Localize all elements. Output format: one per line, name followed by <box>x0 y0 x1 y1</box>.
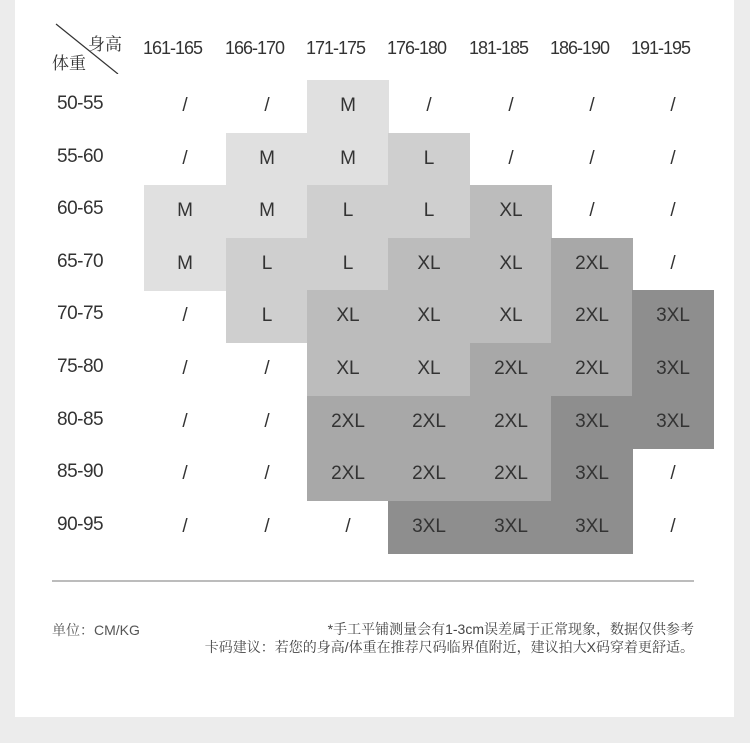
size-cell: 3XL <box>551 448 633 501</box>
size-cell: XL <box>470 290 552 343</box>
height-header-4: 181-185 <box>468 38 529 58</box>
size-cell: / <box>508 95 514 116</box>
size-cell: / <box>670 516 676 537</box>
size-cell: XL <box>388 290 470 343</box>
size-cell: / <box>182 148 188 169</box>
size-cell: L <box>307 185 389 238</box>
size-cell: M <box>226 133 308 186</box>
weight-row-label: 80-85 <box>57 409 104 430</box>
size-cell: L <box>226 290 308 343</box>
size-cell: 3XL <box>632 343 714 396</box>
size-cell: / <box>589 148 595 169</box>
size-cell: 2XL <box>307 448 389 501</box>
height-header-1: 166-170 <box>224 38 285 58</box>
height-axis-label: 身高 <box>88 35 122 54</box>
size-cell: XL <box>388 343 470 396</box>
size-cell: M <box>307 80 389 133</box>
size-cell: / <box>182 358 188 379</box>
size-cell: / <box>182 95 188 116</box>
size-cell: / <box>264 516 270 537</box>
size-cell: 2XL <box>551 343 633 396</box>
size-cell: XL <box>470 185 552 238</box>
weight-row-label: 65-70 <box>57 251 104 272</box>
size-cell: / <box>264 411 270 432</box>
height-header-3: 176-180 <box>386 38 447 58</box>
size-cell: L <box>388 133 470 186</box>
size-cell: 3XL <box>470 501 552 554</box>
size-cell: 3XL <box>551 501 633 554</box>
unit-label: 单位：CM/KG <box>52 622 140 638</box>
size-cell: / <box>589 200 595 221</box>
height-header-0: 161-165 <box>142 38 203 58</box>
size-cell: XL <box>307 290 389 343</box>
size-cell: L <box>307 238 389 291</box>
size-cell: 2XL <box>551 238 633 291</box>
size-cell: / <box>264 463 270 484</box>
size-cell: / <box>345 516 351 537</box>
size-cell: 2XL <box>551 290 633 343</box>
size-cell: / <box>182 305 188 326</box>
size-cell: L <box>388 185 470 238</box>
height-header-5: 186-190 <box>549 38 610 58</box>
size-cell: M <box>144 238 226 291</box>
size-cell: XL <box>388 238 470 291</box>
measurement-note: *手工平铺测量会有1-3cm误差属于正常现象，数据仅供参考 <box>327 621 694 637</box>
size-cell: / <box>670 253 676 274</box>
table-corner-header <box>52 22 120 74</box>
weight-row-label: 70-75 <box>57 303 104 324</box>
size-cell: / <box>589 95 595 116</box>
size-cell: L <box>226 238 308 291</box>
size-cell: M <box>307 133 389 186</box>
size-cell: / <box>264 358 270 379</box>
size-cell: XL <box>307 343 389 396</box>
size-cell: / <box>670 200 676 221</box>
height-header-6: 191-195 <box>630 38 691 58</box>
size-cell: 2XL <box>307 396 389 449</box>
size-cell: / <box>182 411 188 432</box>
size-cell: / <box>670 148 676 169</box>
weight-row-label: 50-55 <box>57 93 104 114</box>
size-cell: 3XL <box>632 290 714 343</box>
size-cell: / <box>182 516 188 537</box>
size-cell: 3XL <box>551 396 633 449</box>
size-cell: 2XL <box>388 396 470 449</box>
size-cell: XL <box>470 238 552 291</box>
size-cell: / <box>182 463 188 484</box>
size-cell: 2XL <box>470 343 552 396</box>
size-cell: M <box>144 185 226 238</box>
size-cell: 2XL <box>470 448 552 501</box>
size-cell: 2XL <box>470 396 552 449</box>
height-header-2: 171-175 <box>305 38 366 58</box>
size-cell: / <box>508 148 514 169</box>
size-cell: / <box>426 95 432 116</box>
weight-row-label: 60-65 <box>57 198 104 219</box>
weight-row-label: 75-80 <box>57 356 104 377</box>
size-cell: 3XL <box>632 396 714 449</box>
size-cell: 2XL <box>388 448 470 501</box>
size-cell: / <box>670 463 676 484</box>
size-cell: / <box>264 95 270 116</box>
size-cell: / <box>670 95 676 116</box>
size-advice-note: 卡码建议：若您的身高/体重在推荐尺码临界值附近，建议拍大X码穿着更舒适。 <box>204 639 694 655</box>
weight-row-label: 90-95 <box>57 514 104 535</box>
weight-row-label: 55-60 <box>57 146 104 167</box>
size-cell: M <box>226 185 308 238</box>
weight-axis-label: 体重 <box>52 54 86 73</box>
divider-line <box>52 580 694 582</box>
weight-row-label: 85-90 <box>57 461 104 482</box>
size-cell: 3XL <box>388 501 470 554</box>
